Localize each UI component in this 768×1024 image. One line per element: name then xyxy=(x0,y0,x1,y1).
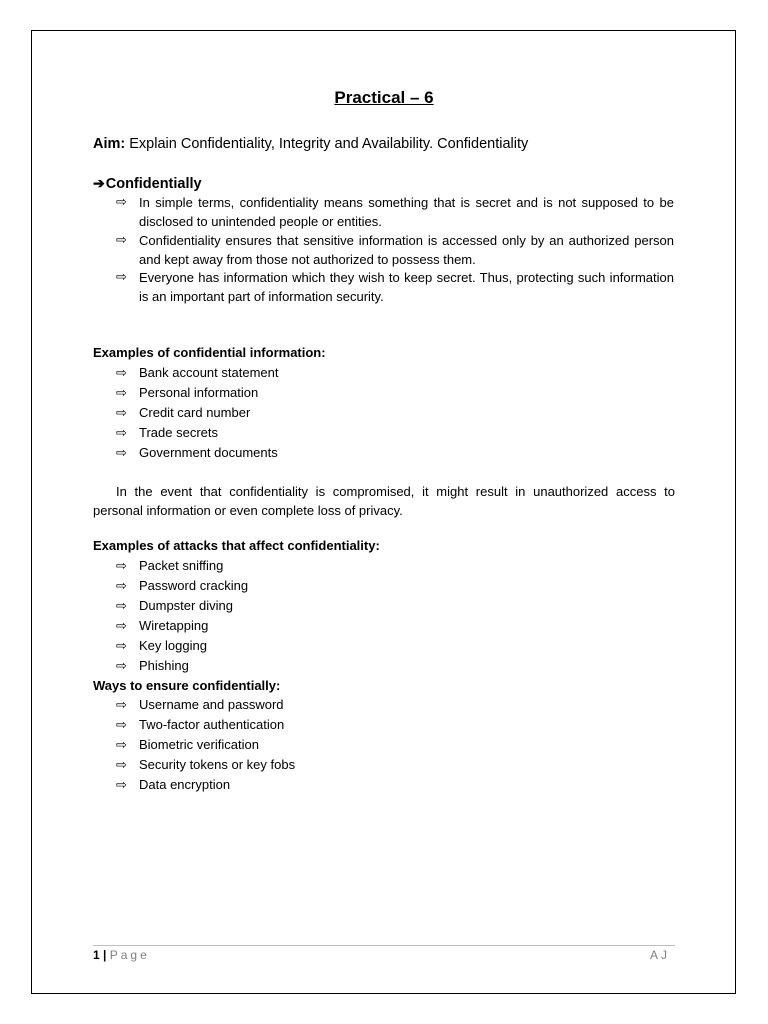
right-arrow-icon: ➔ xyxy=(93,175,105,191)
aim-label: Aim: xyxy=(93,136,126,152)
hollow-arrow-icon: ⇨ xyxy=(116,558,127,573)
hollow-arrow-icon: ⇨ xyxy=(116,658,127,673)
list-item: Dumpster diving xyxy=(139,598,233,613)
hollow-arrow-icon: ⇨ xyxy=(116,697,127,712)
section-heading xyxy=(93,175,202,192)
list-item: Two-factor authentication xyxy=(139,717,285,732)
hollow-arrow-icon: ⇨ xyxy=(116,578,127,593)
hollow-arrow-icon: ⇨ xyxy=(116,638,127,653)
list-item: Bank account statement xyxy=(139,365,279,380)
hollow-arrow-icon: ⇨ xyxy=(116,445,127,460)
document-title: Practical – 6 xyxy=(334,88,434,107)
list-item: Username and password xyxy=(139,697,284,712)
aim-line xyxy=(93,136,528,152)
list-item: Security tokens or key fobs xyxy=(139,757,296,772)
hollow-arrow-icon: ⇨ xyxy=(116,269,127,284)
list-item: Password cracking xyxy=(139,578,249,593)
section-bullet: Everyone has information which they wish to keep secret. Thus, protecting such information is an important part of information security. xyxy=(139,270,674,304)
examples-heading: Examples of confidential information: xyxy=(93,345,326,360)
hollow-arrow-icon: ⇨ xyxy=(116,618,127,633)
hollow-arrow-icon: ⇨ xyxy=(116,194,127,209)
list-item: Personal information xyxy=(139,385,259,400)
list-item: Wiretapping xyxy=(139,618,209,633)
aim-text: Explain Confidentiality, Integrity and Availability. Confidentiality xyxy=(125,136,529,152)
hollow-arrow-icon: ⇨ xyxy=(116,365,127,380)
list-item: Government documents xyxy=(139,445,278,460)
list-item: Trade secrets xyxy=(139,425,218,440)
hollow-arrow-icon: ⇨ xyxy=(116,232,127,247)
footer-initials: AJ xyxy=(650,948,671,962)
hollow-arrow-icon: ⇨ xyxy=(116,405,127,420)
footer-separator: | xyxy=(103,948,107,962)
list-item: Data encryption xyxy=(139,777,231,792)
list-item: Phishing xyxy=(139,658,189,673)
list-item: Packet sniffing xyxy=(139,558,224,573)
section-bullet: In simple terms, confidentiality means something that is secret and is not supposed to be disclosed to unintended people or entities. xyxy=(139,195,674,229)
page-label: Page xyxy=(109,948,150,962)
section-heading-text: Confidentially xyxy=(105,176,202,192)
hollow-arrow-icon: ⇨ xyxy=(116,777,127,792)
footer-page-indicator xyxy=(93,948,150,962)
hollow-arrow-icon: ⇨ xyxy=(116,757,127,772)
hollow-arrow-icon: ⇨ xyxy=(116,425,127,440)
page-number: 1 xyxy=(93,948,100,962)
body-paragraph: In the event that confidentiality is compromised, it might result in unauthorized access to personal information or even complete loss of privacy. xyxy=(93,484,675,518)
list-item: Credit card number xyxy=(139,405,251,420)
list-item: Biometric verification xyxy=(139,737,259,752)
hollow-arrow-icon: ⇨ xyxy=(116,737,127,752)
ways-heading: Ways to ensure confidentially: xyxy=(93,678,281,693)
attacks-heading: Examples of attacks that affect confidentiality: xyxy=(93,538,380,553)
footer-divider xyxy=(93,945,675,946)
hollow-arrow-icon: ⇨ xyxy=(116,385,127,400)
hollow-arrow-icon: ⇨ xyxy=(116,598,127,613)
hollow-arrow-icon: ⇨ xyxy=(116,717,127,732)
section-bullet: Confidentiality ensures that sensitive information is accessed only by an authorized person and kept away from those not authorized to possess them. xyxy=(139,233,674,267)
list-item: Key logging xyxy=(139,638,207,653)
